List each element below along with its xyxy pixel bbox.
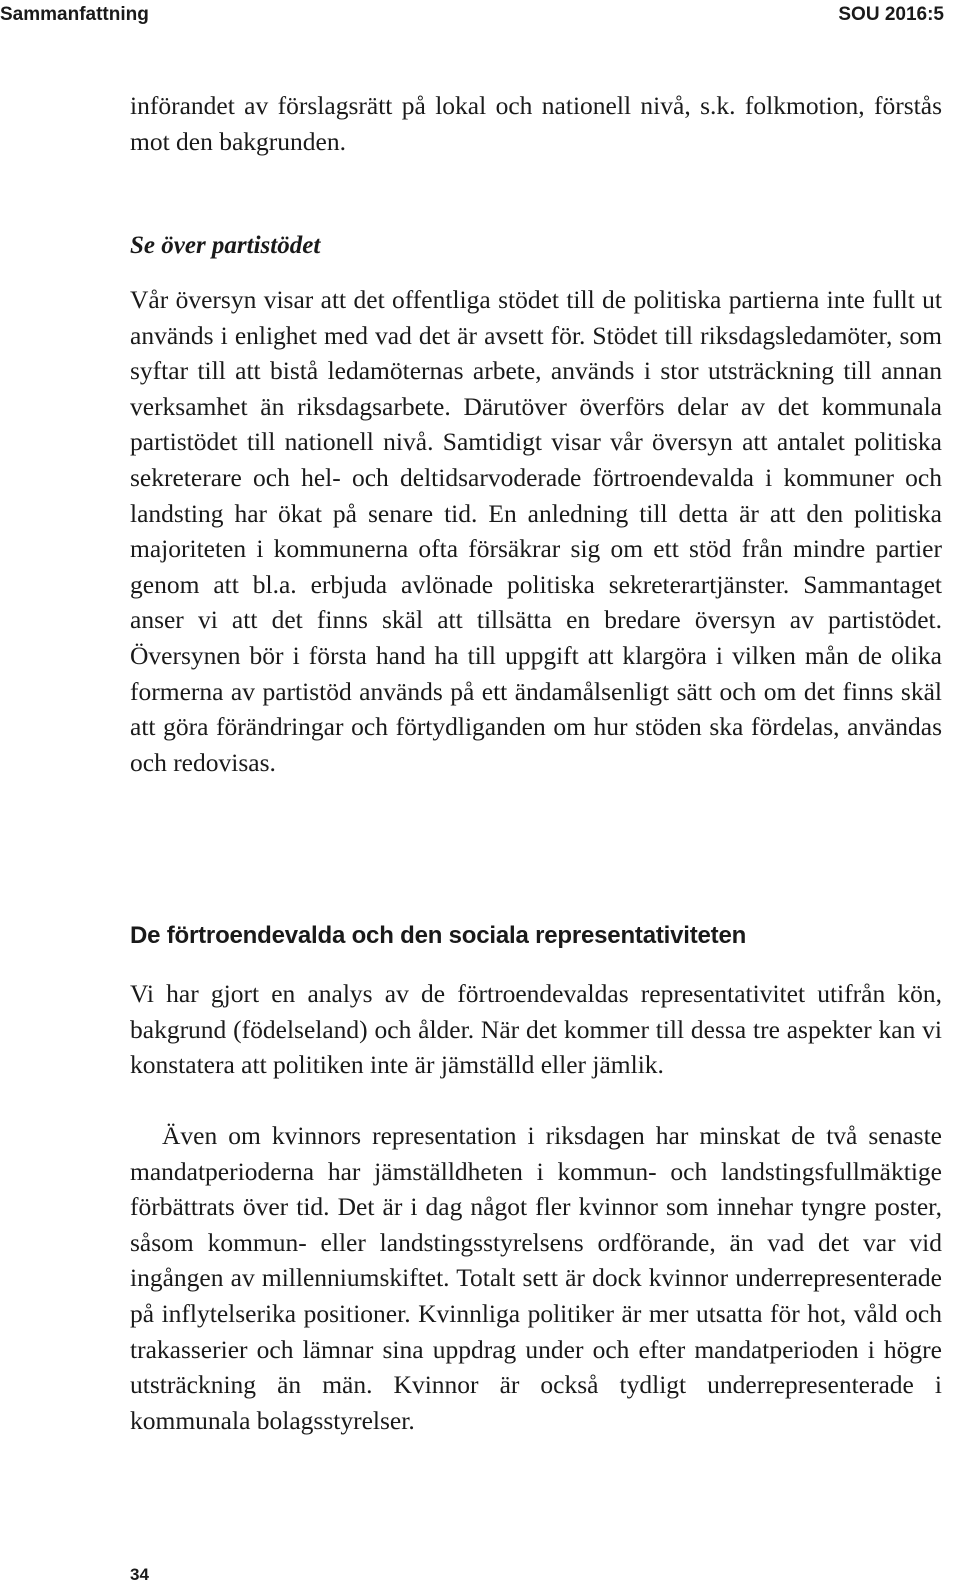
representation-paragraph: Även om kvinnors representation i riksdagen har minskat de två senaste mandatperioderna har jämställdheten i kommun- och landstingsfullmäktige förbättrats över tid. Det är i dag något fler kvinnor som innehar tyngre poster, såsom kommun- eller landstingsstyrelsens ordförande, än vad det var vid ingången av millenniumskiftet. Totalt sett är dock kvinnor underrepresenterade på inflytelserika positioner. Kvinnliga politiker är mer utsatta för hot, våld och trakasserier och lämnar sina uppdrag under och efter mandatperioden i högre utsträckning än män. Kvinnor är också tydligt underrepresenterade i kommunala bolagsstyrelser.	[130, 1121, 942, 1435]
section-heading: De förtroendevalda och den sociala representativiteten	[130, 922, 747, 949]
running-header	[0, 3, 944, 27]
analysis-paragraph: Vi har gjort en analys av de förtroendevaldas representativitet utifrån kön, bakgrund (födelseland) och ålder. När det kommer till dessa tre aspekter kan vi konstatera att politiken inte är jämställd eller jämlik.	[130, 979, 942, 1080]
subheading-partistod: Se över partistödet	[130, 232, 321, 259]
page-number: 34	[130, 1565, 149, 1584]
report-number: SOU 2016:5	[838, 4, 944, 25]
intro-paragraph: införandet av förslagsrätt på lokal och nationell nivå, s.k. folkmotion, förstås mot den bakgrunden.	[130, 91, 942, 156]
partistod-paragraph: Vår översyn visar att det offentliga stödet till de politiska partierna inte fullt ut används i enlighet med vad det är avsett för. Stödet till riksdagsledamöter, som syftar till att bistå ledamöternas arbete, används i stor utsträckning till annan verksamhet än riksdagsarbete. Därutöver överförs delar av det kommunala partistödet till nationell nivå. Samtidigt visar vår översyn att antalet politiska sekreterare och hel- och deltidsarvoderade förtroendevalda i kommuner och landsting har ökat på senare tid. En anledning till detta är att den politiska majoriteten i kommunerna ofta försäkrar sig om ett stöd från mindre partier genom att bl.a. erbjuda avlönade politiska sekreterartjänster. Sammantaget anser vi att det finns skäl att tillsätta en bredare översyn av partistödet. Översynen bör i första hand ha till uppgift att klargöra i vilken mån de olika formerna av partistöd används på ett ändamålsenligt sätt och om det finns skäl att göra förändringar och förtydliganden om hur stöden ska fördelas, användas och redovisas.	[130, 285, 942, 777]
section-title: Sammanfattning	[0, 4, 149, 25]
